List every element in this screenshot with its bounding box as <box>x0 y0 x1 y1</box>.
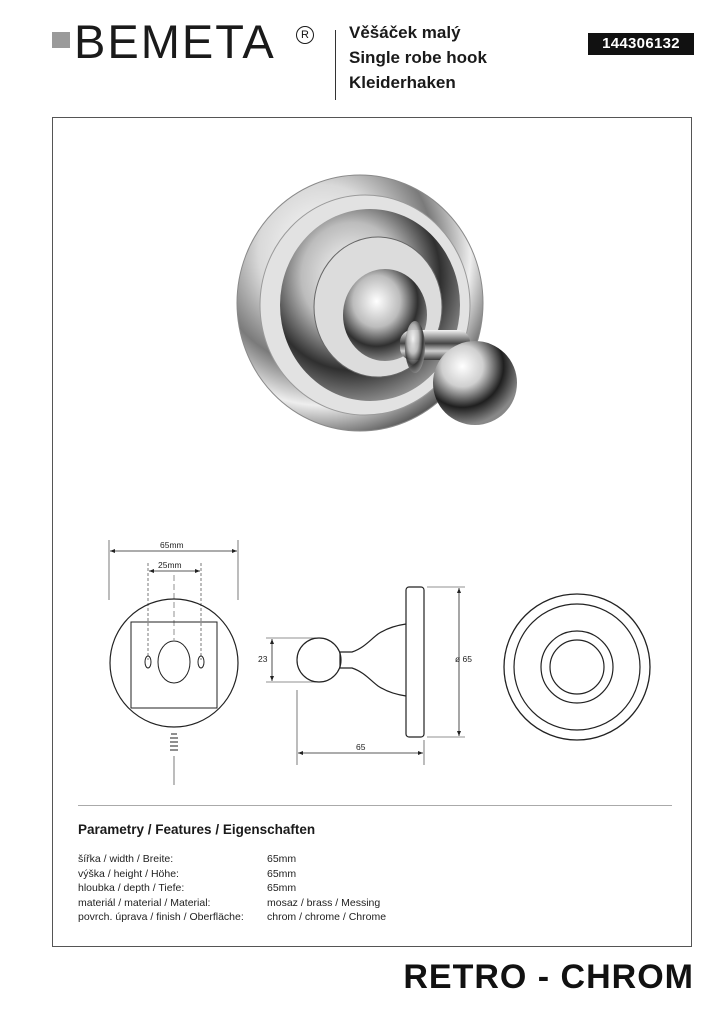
param-row <box>78 910 386 925</box>
arrow <box>149 569 154 573</box>
param-value: 65mm <box>267 853 297 865</box>
dim-height-label: 23 <box>258 654 268 664</box>
dim-width-label: 65mm <box>160 540 184 550</box>
param-value: mosaz / brass / Messing <box>267 896 381 909</box>
arrow <box>457 588 461 593</box>
dim-depth-label: 65 <box>356 742 366 752</box>
param-key: šířka / width / Breite: <box>78 853 174 865</box>
arrow <box>195 569 200 573</box>
brand-logo: BEMETA <box>74 15 276 68</box>
arrow <box>457 731 461 736</box>
param-row <box>78 881 386 896</box>
dim-holes-label: 25mm <box>158 560 182 570</box>
param-key: hloubka / depth / Tiefe: <box>78 882 185 894</box>
side-ball <box>297 638 341 682</box>
param-row <box>78 867 386 882</box>
product-name-de: Kleiderhaken <box>349 73 456 92</box>
side-rosette <box>340 624 406 696</box>
params-title: Parametry / Features / Eigenschaften <box>78 822 316 837</box>
product-name-en: Single robe hook <box>349 48 487 67</box>
arrow <box>270 676 274 681</box>
param-value: chrom / chrome / Chrome <box>267 911 387 923</box>
arrow <box>110 549 115 553</box>
params-table <box>78 852 386 925</box>
arrow <box>418 751 423 755</box>
param-key: výška / height / Höhe: <box>78 867 179 880</box>
param-value: 65mm <box>267 882 297 894</box>
back-ring <box>514 604 640 730</box>
param-value: 65mm <box>267 867 297 880</box>
param-row <box>78 852 386 867</box>
screw-hole-right <box>198 656 204 668</box>
back-outer <box>504 594 650 740</box>
side-base <box>406 587 424 737</box>
center-hole <box>158 641 190 683</box>
screw <box>170 734 178 750</box>
product-name-cz: Věšáček malý <box>349 23 461 42</box>
param-row <box>78 896 386 911</box>
params-separator <box>78 805 672 806</box>
arrow <box>232 549 237 553</box>
param-key: povrch. úprava / finish / Oberfläche: <box>78 911 244 923</box>
arrow <box>298 751 303 755</box>
param-key: materiál / material / Material: <box>78 896 211 909</box>
arrow <box>270 639 274 644</box>
dim-diameter-label: ø 65 <box>455 654 473 664</box>
back-inner <box>541 631 613 703</box>
product-code: 144306132 <box>588 33 694 55</box>
registered-mark: R <box>296 26 314 44</box>
screw-hole-left <box>145 656 151 668</box>
back-center <box>550 640 604 694</box>
series-title: RETRO - CHROM <box>403 958 694 996</box>
